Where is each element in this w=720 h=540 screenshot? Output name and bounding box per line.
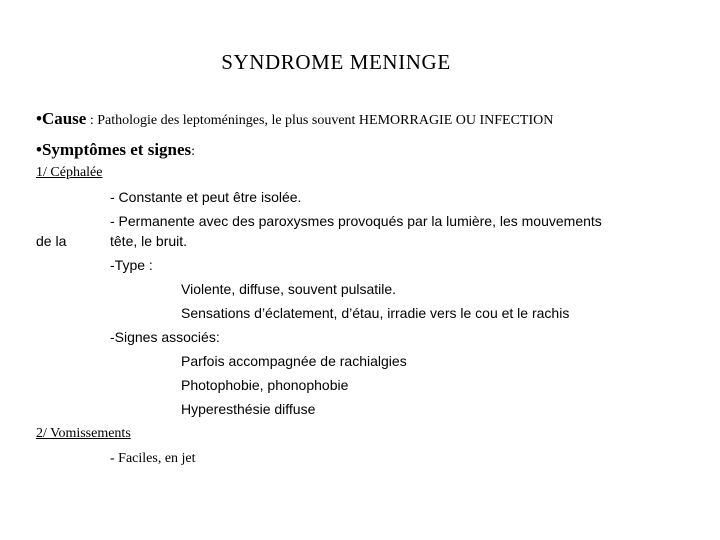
cephalee-type-sensations: Sensations d’éclatement, d’étau, irradie vers le cou et le rachis xyxy=(181,305,570,321)
cephalee-signe-rachialgies: Parfois accompagnée de rachialgies xyxy=(181,353,407,369)
symptoms-label: Symptômes et signes xyxy=(41,140,192,159)
cephalee-line-type: -Type : xyxy=(110,257,153,273)
cephalee-line-signes: -Signes associés: xyxy=(110,329,220,345)
cephalee-signe-photophobie: Photophobie, phonophobie xyxy=(181,377,349,393)
cephalee-signe-hyperesthesie: Hyperesthésie diffuse xyxy=(181,401,316,417)
cause-text: Pathologie des leptoméninges, le plus souvent HEMORRAGIE OU INFECTION xyxy=(97,113,554,128)
cephalee-line-constante: - Constante et peut être isolée. xyxy=(110,189,302,205)
cause-separator: : xyxy=(86,113,98,128)
bullet-marker: • xyxy=(36,109,42,128)
vomissements-line-faciles: - Faciles, en jet xyxy=(110,451,196,466)
cause-label: Cause xyxy=(41,109,87,128)
symptoms-separator: : xyxy=(191,144,196,159)
cephalee-line-tete: tête, le bruit. xyxy=(110,233,188,249)
section-heading-cephalee: 1/ Céphalée xyxy=(36,165,103,180)
section-heading-vomissements: 2/ Vomissements xyxy=(36,426,131,441)
cephalee-line-permanente: - Permanente avec des paroxysmes provoqués par la lumière, les mouvements xyxy=(110,213,602,229)
page-title: SYNDROME MENINGE xyxy=(221,50,451,74)
bullet-symptoms xyxy=(36,140,195,160)
bullet-cause xyxy=(36,109,553,129)
bullet-marker: • xyxy=(36,140,42,159)
cephalee-type-violente: Violente, diffuse, souvent pulsatile. xyxy=(181,281,397,297)
cephalee-wrap-fragment: de la xyxy=(36,233,67,249)
